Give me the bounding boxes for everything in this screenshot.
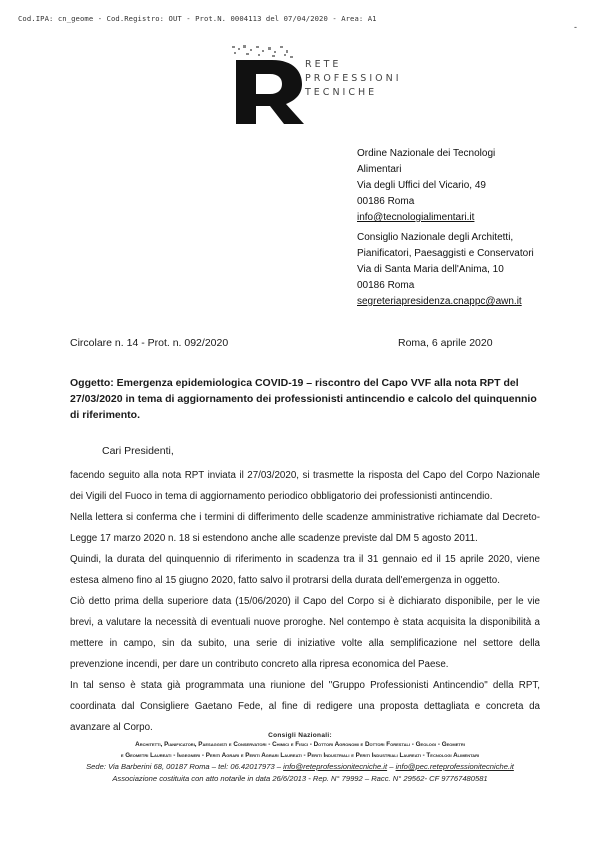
recipient-2 xyxy=(357,230,534,310)
footer-pec-link[interactable]: info@pec.reteprofessionitecniche.it xyxy=(395,762,514,771)
footer-association: Associazione costituita con atto notarile in data 26/6/2013 - Rep. N° 79992 – Racc. N° 29562- CF 97767480581 xyxy=(112,774,488,783)
footer-email-link[interactable]: info@reteprofessionitecniche.it xyxy=(283,762,388,771)
recipient-line: 00186 Roma xyxy=(357,196,415,207)
body-paragraph: Quindi, la durata del quinquennio di riferimento in scadenza tra il 31 gennaio ed il 15 aprile 2020, viene estesa almeno fino al 15 giugno 2020, fatto salvo il protrarsi della durata dell'emergenza in oggetto. xyxy=(70,554,540,586)
recipient-line: Alimentari xyxy=(357,164,402,175)
body-paragraph: facendo seguito alla nota RPT inviata il 27/03/2020, si trasmette la risposta del Capo del Corpo Nazionale dei Vigili del Fuoco in tema di aggiornamento periodico obbligatorio dei professionisti antincendio. xyxy=(70,470,540,502)
letter-date: Roma, 6 aprile 2020 xyxy=(398,337,493,349)
greeting: Cari Presidenti, xyxy=(102,445,174,457)
circolare-number: Circolare n. 14 - Prot. n. 092/2020 xyxy=(70,337,229,349)
footer-sede xyxy=(40,761,560,773)
recipient-line: 00186 Roma xyxy=(357,280,415,291)
subject-line: Oggetto: Emergenza epidemiologica COVID-19 – riscontro del Capo VVF alla nota RPT del 27/03/2020 in tema di aggiornamento dei professionisti antincendio e calcolo del quinquennio di riferimento. xyxy=(70,377,537,421)
logo-line-3: TECNICHE xyxy=(305,87,378,98)
letter-body xyxy=(70,465,540,738)
recipient-line: Via degli Uffici del Vicario, 49 xyxy=(357,180,486,191)
footer-title: Consigli Nazionali: xyxy=(268,732,332,739)
protocol-stamp: Cod.IPA: cn_geome - Cod.Registro: OUT - Prot.N. 0004113 del 07/04/2020 - Area: A1 xyxy=(18,14,377,23)
footer-address: Sede: Via Barberini 68, 00187 Roma – tel: 06.42017973 – xyxy=(86,762,282,771)
body-paragraph: Ciò detto prima della superiore data (15/06/2020) il Capo del Corpo si è dichiarato disponibile, per le vie brevi, a valutare la necessità di eventuali nuove proroghe. Nel contempo è stata acquisita la disponibilità a mettere in campo, sin da subito, una serie di iniziative volte alla semplificazione nel settore della prevenzione incendi, per dare un contributo concreto alla ripresa economica del Paese. xyxy=(70,596,540,670)
body-paragraph: In tal senso è stata già programmata una riunione del "Gruppo Professionisti Antincendio" della RPT, coordinata dal Consigliere Gaetano Fede, al fine di redigere una proposta dettagliata e concreta da avanzare al Corpo. xyxy=(70,680,540,733)
footer-separator: – xyxy=(387,762,396,771)
body-paragraph: Nella lettera si conferma che i termini di differimento delle scadenze amministrative richiamate dal Decreto-Legge 17 marzo 2020 n. 18 si estendono anche alle scadenze previste dal DM 5 agosto 2011. xyxy=(70,512,540,544)
footer-councils-line-2: e Geometri Laureati - Ingegneri - Periti Agrari e Periti Agrari Laureati - Periti Industriali e Periti Industriali Laureati - Tecnologi Alimentari xyxy=(120,752,480,759)
recipient-1 xyxy=(357,146,495,226)
letterhead-footer xyxy=(40,732,560,785)
recipient-line: Ordine Nazionale dei Tecnologi xyxy=(357,148,496,159)
logo-line-2: PROFESSIONI xyxy=(305,73,402,84)
recipient-line: Consiglio Nazionale degli Architetti, xyxy=(357,232,514,243)
footer-councils-line-1: Architetti, Pianificatori, Paesaggisti e Conservatori - Chimici e Fisici - Dottori Agronomi e Dottori Forestali - Geologi - Geometri xyxy=(135,741,465,748)
r-letter-mark xyxy=(236,60,304,124)
corner-mark: - xyxy=(574,22,577,32)
recipient-line: Via di Santa Maria dell'Anima, 10 xyxy=(357,264,504,275)
logo-line-1: RETE xyxy=(305,59,342,70)
recipient-email[interactable]: info@tecnologialimentari.it xyxy=(357,212,475,223)
logo-wordmark xyxy=(305,58,402,100)
recipient-email[interactable]: segreteriapresidenza.cnappc@awn.it xyxy=(357,296,522,307)
recipient-line: Pianificatori, Paesaggisti e Conservatori xyxy=(357,248,534,259)
